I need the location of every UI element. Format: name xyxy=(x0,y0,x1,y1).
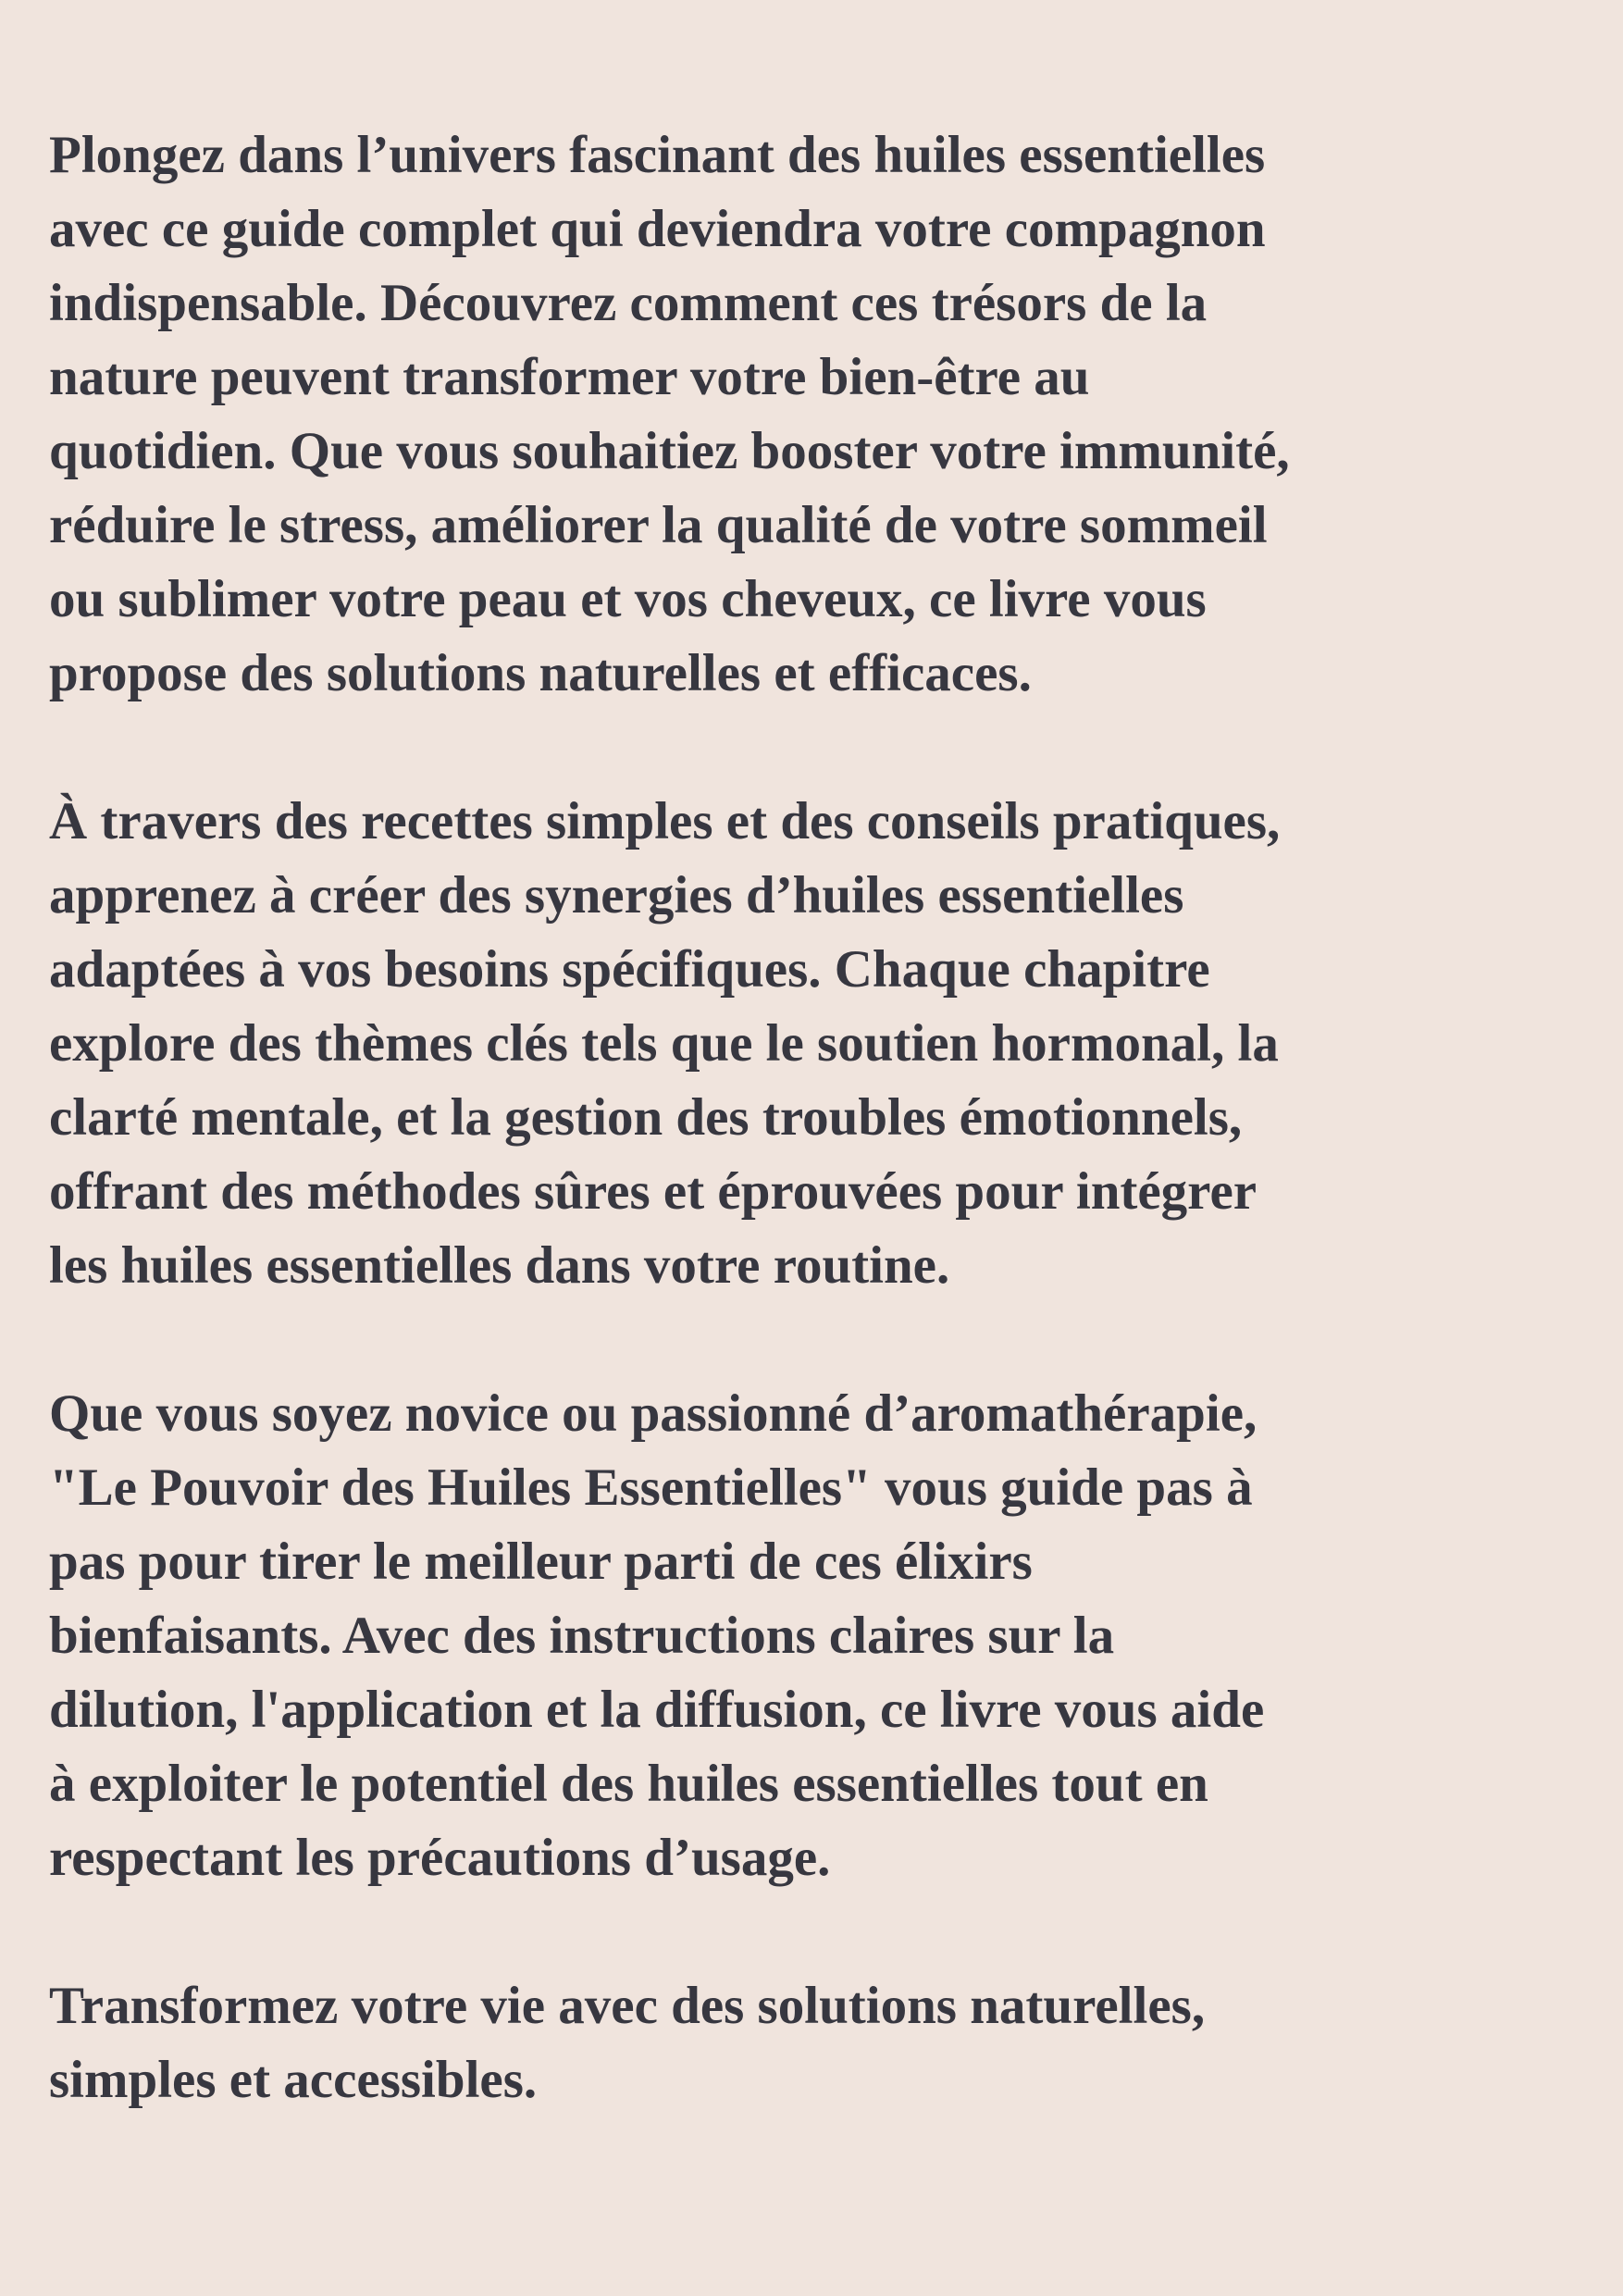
paragraph-line: offrant des méthodes sûres et éprouvées pour intégrer xyxy=(49,1162,1258,1221)
paragraph-line: quotidien. Que vous souhaitiez booster votre immunité, xyxy=(49,422,1290,480)
paragraph-line: Plongez dans l’univers fascinant des huiles essentielles xyxy=(49,126,1266,184)
description-paragraph-4 xyxy=(49,1969,1585,2117)
paragraph-line: adaptées à vos besoins spécifiques. Chaque chapitre xyxy=(49,940,1210,999)
paragraph-line: nature peuvent transformer votre bien-être au xyxy=(49,348,1090,406)
paragraph-line: "Le Pouvoir des Huiles Essentielles" vous guide pas à xyxy=(49,1458,1253,1517)
paragraph-line: propose des solutions naturelles et efficaces. xyxy=(49,644,1032,702)
paragraph-line: les huiles essentielles dans votre routine. xyxy=(49,1236,950,1295)
paragraph-line: À travers des recettes simples et des conseils pratiques, xyxy=(49,792,1281,850)
paragraph-line: indispensable. Découvrez comment ces trésors de la xyxy=(49,274,1208,332)
paragraph-line: explore des thèmes clés tels que le soutien hormonal, la xyxy=(49,1014,1279,1073)
paragraph-line: dilution, l'application et la diffusion, ce livre vous aide xyxy=(49,1681,1265,1739)
description-paragraph-3 xyxy=(49,1377,1585,1895)
paragraph-line: Transformez votre vie avec des solutions naturelles, xyxy=(49,1977,1206,2035)
paragraph-line: avec ce guide complet qui deviendra votre compagnon xyxy=(49,200,1266,258)
paragraph-line: respectant les précautions d’usage. xyxy=(49,1829,831,1887)
paragraph-line: à exploiter le potentiel des huiles essentielles tout en xyxy=(49,1755,1208,1813)
description-paragraph-2 xyxy=(49,785,1585,1303)
paragraph-line: simples et accessibles. xyxy=(49,2051,538,2109)
paragraph-line: ou sublimer votre peau et vos cheveux, ce livre vous xyxy=(49,570,1207,628)
description-paragraph-1 xyxy=(49,118,1585,711)
paragraph-line: pas pour tirer le meilleur parti de ces élixirs xyxy=(49,1533,1033,1591)
paragraph-line: bienfaisants. Avec des instructions claires sur la xyxy=(49,1607,1115,1665)
paragraph-line: clarté mentale, et la gestion des troubles émotionnels, xyxy=(49,1088,1243,1147)
paragraph-line: apprenez à créer des synergies d’huiles essentielles xyxy=(49,866,1184,925)
book-description xyxy=(49,118,1585,2117)
paragraph-line: réduire le stress, améliorer la qualité de votre sommeil xyxy=(49,496,1268,554)
paragraph-line: Que vous soyez novice ou passionné d’aromathérapie, xyxy=(49,1384,1258,1443)
